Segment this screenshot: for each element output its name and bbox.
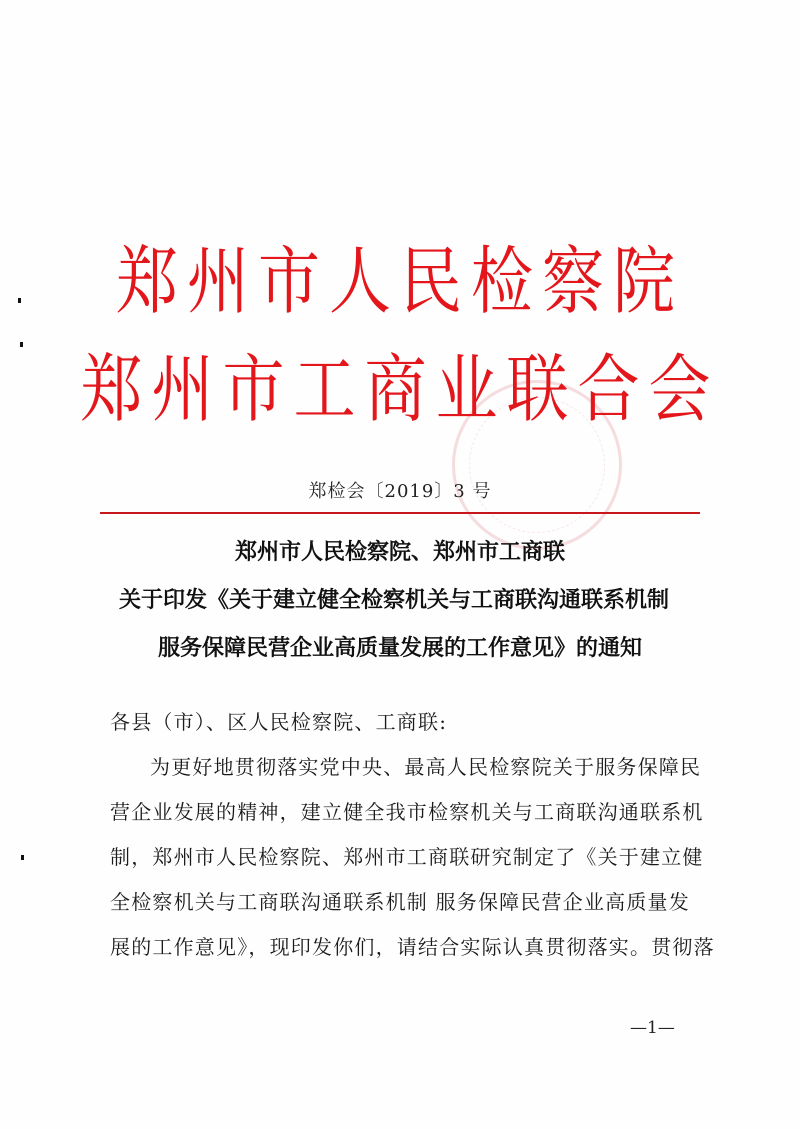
binding-mark [20,342,23,347]
body-line: 全检察机关与工商联沟通联系机制 服务保障民营企业高质量发 [110,890,690,914]
issuing-org-header-2: 郑州市工商业联合会 [80,345,720,433]
document-number: 郑检会〔2019〕3 号 [308,481,492,502]
red-divider-rule [100,512,700,514]
salutation: 各县（市）、区人民检察院、工商联: [110,710,448,734]
body-line: 展的工作意见》，现印发你们，请结合实际认真贯彻落实。贯彻落 [110,935,715,959]
issuing-org-header-1: 郑州市人民检察院 [115,237,684,325]
binding-mark [21,855,24,860]
notice-title-line-3: 服务保障民营企业高质量发展的工作意见》的通知 [157,636,642,661]
notice-title-line-2: 关于印发《关于建立健全检察机关与工商联沟通联系机制 [118,588,669,613]
notice-title-line-1: 郑州市人民检察院、郑州市工商联 [234,540,565,565]
body-line: 营企业发展的精神，建立健全我市检察机关与工商联沟通联系机 [110,800,704,824]
body-line: 为更好地贯彻落实党中央、最高人民检察院关于服务保障民 [150,755,702,779]
page-number: —1— [630,1018,675,1038]
body-line: 制，郑州市人民检察院、郑州市工商联研究制定了《关于建立健 [110,845,704,869]
